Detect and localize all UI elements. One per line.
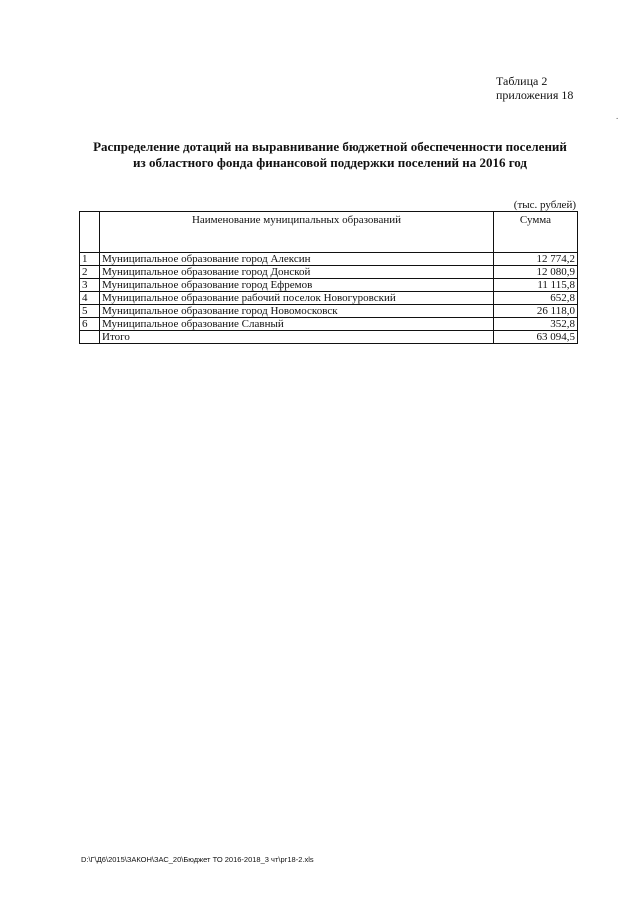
row-number: 3 — [80, 279, 100, 292]
row-number: 4 — [80, 292, 100, 305]
row-name: Муниципальное образование город Алексин — [100, 253, 494, 266]
table-reference — [496, 74, 573, 102]
row-number: 5 — [80, 305, 100, 318]
header-name-cell: Наименование муниципальных образований — [100, 212, 494, 253]
title-line-1: Распределение дотаций на выравнивание бюджетной обеспеченности поселений — [93, 139, 567, 154]
row-name: Муниципальное образование город Новомосковск — [100, 305, 494, 318]
header-number-cell — [80, 212, 100, 253]
row-sum: 11 115,8 — [494, 279, 578, 292]
row-name: Муниципальное образование город Ефремов — [100, 279, 494, 292]
row-sum: 352,8 — [494, 318, 578, 331]
total-row — [80, 331, 578, 344]
row-name: Муниципальное образование Славный — [100, 318, 494, 331]
row-sum: 12 774,2 — [494, 253, 578, 266]
total-label: Итого — [100, 331, 494, 344]
row-number: 6 — [80, 318, 100, 331]
table-row — [80, 279, 578, 292]
row-number: 2 — [80, 266, 100, 279]
table-row — [80, 305, 578, 318]
subsidy-table — [79, 211, 578, 344]
margin-mark: . — [616, 111, 619, 121]
header-sum-cell: Сумма — [494, 212, 578, 253]
file-path-footer: D:\Г\Д6\2015\ЗАКОН\ЗАС_20\Бюджет ТО 2016-2018_3 чт\рг18-2.xls — [81, 855, 314, 864]
title-line-2: из областного фонда финансовой поддержки поселений на 2016 год — [133, 155, 527, 170]
row-sum: 26 118,0 — [494, 305, 578, 318]
row-sum: 12 080,9 — [494, 266, 578, 279]
units-label: (тыс. рублей) — [513, 199, 576, 211]
row-sum: 652,8 — [494, 292, 578, 305]
appendix-number: приложения 18 — [496, 88, 574, 102]
table-row — [80, 266, 578, 279]
document-title — [60, 139, 600, 171]
table-number: Таблица 2 — [496, 74, 548, 88]
table-header-row — [80, 212, 578, 253]
total-number — [80, 331, 100, 344]
table-row — [80, 292, 578, 305]
row-number: 1 — [80, 253, 100, 266]
table-row — [80, 318, 578, 331]
table-row — [80, 253, 578, 266]
total-sum: 63 094,5 — [494, 331, 578, 344]
row-name: Муниципальное образование рабочий поселок Новогуровский — [100, 292, 494, 305]
row-name: Муниципальное образование город Донской — [100, 266, 494, 279]
